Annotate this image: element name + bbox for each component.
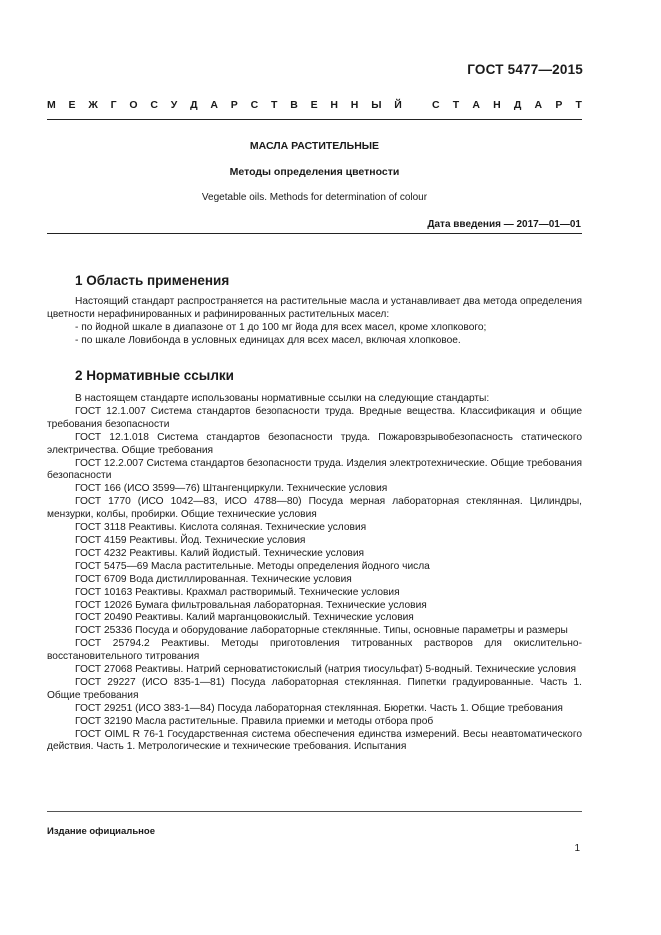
date-divider [47, 233, 582, 234]
document-subtitle: Методы определения цветности [229, 166, 400, 178]
english-title: Vegetable oils. Methods for determination of colour [201, 192, 428, 203]
banner-letter: Й [394, 99, 402, 111]
banner-letter: Д [513, 99, 522, 111]
banner-letter: С [432, 99, 440, 111]
section-2-heading: 2 Нормативные ссылки [75, 368, 234, 383]
scope-paragraph: Настоящий стандарт распространяется на растительные масла и устанавливает два метода определения цветности нерафинированных и рафинированных растительных масел: [47, 296, 582, 320]
footer-divider [47, 811, 582, 812]
banner-letter: О [129, 99, 138, 111]
reference-item: ГОСТ 12.1.018 Система стандартов безопасности труда. Пожаровзрывобезопасность статического электричества. Общие требования [47, 431, 582, 456]
reference-item: ГОСТ 25794.2 Реактивы. Методы приготовления титрованных растворов для окислительно-восстановительного титрования [47, 638, 582, 663]
banner-letter: А [472, 99, 480, 111]
reference-item: ГОСТ 1770 (ИСО 1042—83, ИСО 4788—80) Посуда мерная лабораторная стеклянная. Цилиндры, мензурки, колбы, пробирки. Общие технические условия [47, 496, 582, 521]
banner-letter: Т [270, 99, 278, 111]
reference-item: ГОСТ 25336 Посуда и оборудование лабораторные стеклянные. Типы, основные параметры и размеры [75, 625, 568, 637]
official-edition-label: Издание официальное [47, 826, 155, 837]
reference-item: ГОСТ 29227 (ИСО 835-1—81) Посуда лабораторная стеклянная. Пипетки градуированные. Часть 1. Общие требования [47, 676, 582, 701]
banner-letter: С [250, 99, 259, 111]
banner-letter: У [170, 99, 178, 111]
introduction-date: Дата введения — 2017—01—01 [427, 219, 581, 230]
reference-item: ГОСТ OIML R 76-1 Государственная система обеспечения единства измерений. Весы неавтоматического действия. Часть 1. Метрологические и технические требования. Испытания [47, 728, 582, 753]
banner-letter: Н [350, 99, 359, 111]
reference-item: ГОСТ 6709 Вода дистиллированная. Технические условия [75, 573, 352, 585]
section-2-body [47, 393, 582, 754]
page-number: 1 [574, 843, 580, 854]
banner-letter: Е [68, 99, 76, 111]
reference-item: ГОСТ 10163 Реактивы. Крахмал растворимый. Технические условия [75, 586, 400, 598]
banner-letter: А [210, 99, 218, 111]
banner-letter: В [290, 99, 298, 111]
banner-letter: Т [575, 99, 582, 111]
header-divider [47, 119, 582, 120]
reference-item: ГОСТ 4232 Реактивы. Калий йодистый. Технические условия [75, 547, 365, 559]
reference-item: ГОСТ 12.2.007 Система стандартов безопасности труда. Изделия электротехнические. Общие требования безопасности [47, 457, 582, 482]
document-number: ГОСТ 5477—2015 [467, 62, 583, 77]
document-title: МАСЛА РАСТИТЕЛЬНЫЕ [249, 140, 380, 152]
reference-item: ГОСТ 12.1.007 Система стандартов безопасности труда. Вредные вещества. Классификация и общие требования безопасности [47, 405, 582, 430]
reference-item: ГОСТ 27068 Реактивы. Натрий серноватистокислый (натрия тиосульфат) 5-водный. Технические условия [75, 664, 577, 676]
reference-item: ГОСТ 4159 Реактивы. Йод. Технические условия [75, 534, 306, 546]
scope-list-item: - по йодной шкале в диапазоне от 1 до 100 мг йода для всех масел, кроме хлопкового; [75, 321, 487, 333]
reference-item: ГОСТ 166 (ИСО 3599—76) Штангенциркули. Технические условия [75, 483, 388, 495]
section-1-body [47, 296, 582, 348]
banner-letter: Ы [371, 99, 382, 111]
reference-item: ГОСТ 3118 Реактивы. Кислота соляная. Технические условия [75, 522, 367, 534]
section-1-heading: 1 Область применения [75, 273, 230, 288]
banner-letter: Т [452, 99, 460, 111]
banner-letter: Е [310, 99, 318, 111]
reference-item: ГОСТ 20490 Реактивы. Калий марганцовокислый. Технические условия [75, 612, 414, 624]
banner-letter: Г [110, 99, 117, 111]
scope-list-item: - по шкале Ловибонда в условных единицах для всех масел, включая хлопковое. [75, 334, 461, 346]
banner-letter: Н [493, 99, 501, 111]
banner-letter: Р [555, 99, 563, 111]
interstate-standard-banner [47, 99, 582, 111]
reference-item: ГОСТ 29251 (ИСО 383-1—84) Посуда лабораторная стеклянная. Бюретки. Часть 1. Общие требования [75, 702, 563, 714]
standard-word [432, 99, 582, 111]
reference-item: ГОСТ 5475—69 Масла растительные. Методы определения йодного числа [75, 560, 430, 572]
banner-letter: С [150, 99, 158, 111]
reference-item: ГОСТ 12026 Бумага фильтровальная лабораторная. Технические условия [75, 599, 427, 611]
reference-item: ГОСТ 32190 Масла растительные. Правила приемки и методы отбора проб [75, 715, 434, 727]
banner-letter: М [47, 99, 56, 111]
banner-letter: Ж [88, 99, 98, 111]
banner-letter: А [534, 99, 543, 111]
banner-letter: Д [190, 99, 198, 111]
interstate-word [47, 99, 402, 111]
banner-letter: Н [330, 99, 338, 111]
references-intro: В настоящем стандарте использованы нормативные ссылки на следующие стандарты: [75, 393, 490, 404]
banner-letter: Р [230, 99, 238, 111]
